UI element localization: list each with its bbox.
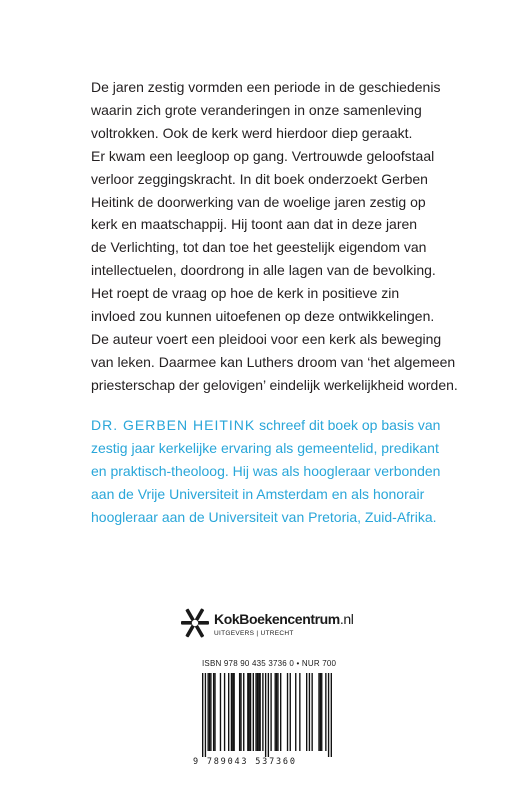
barcode-bar <box>255 673 256 751</box>
barcode-bar <box>210 673 211 751</box>
barcode-digits: 9 789043 537360 <box>193 757 297 767</box>
barcode-bar <box>325 673 326 751</box>
blurb-line: Het roept de vraag op hoe de kerk in positieve zin <box>91 285 400 302</box>
barcode-bar <box>268 673 269 757</box>
barcode-bar <box>265 673 266 757</box>
blurb-line: Er kwam een leegloop op gang. Vertrouwde geloofstaal <box>91 147 435 164</box>
barcode-bar <box>309 673 310 751</box>
barcode-bar <box>202 673 203 757</box>
isbn-nur-text: ISBN 978 90 435 3736 0 • NUR 700 <box>202 659 337 668</box>
barcode-bar <box>259 673 260 751</box>
barcode-bar <box>295 673 296 751</box>
blurb-line: invloed zou kunnen uitoefenen op deze ontwikkelingen. <box>91 308 435 325</box>
barcode-bar <box>270 673 271 751</box>
barcode-bar <box>276 673 277 751</box>
blurb-line: de Verlichting, tot dan toe het geestelijk eigendom van <box>91 239 427 256</box>
blurb-line: De auteur voert een pleidooi voor een kerk als beweging <box>91 330 442 347</box>
barcode-bar <box>205 673 206 757</box>
barcode-bar <box>228 673 229 751</box>
barcode-bar <box>318 673 319 751</box>
barcode-bar <box>214 673 215 751</box>
barcode-bars <box>202 673 332 757</box>
barcode-bar <box>275 673 276 751</box>
author-bio <box>91 414 471 529</box>
blurb-line: Heitink de doorwerking van de woelige jaren zestig op <box>91 193 426 210</box>
barcode-bar <box>207 673 208 751</box>
barcode-bar <box>253 673 254 751</box>
barcode-bar <box>213 673 214 751</box>
barcode-bar <box>311 673 312 751</box>
barcode-bar <box>250 673 251 751</box>
bio-line: hoogleraar aan de Universiteit van Pretoria, Zuid-Afrika. <box>91 508 437 525</box>
barcode-bar <box>209 673 210 751</box>
kokboekencentrum-logo-icon <box>180 606 210 640</box>
barcode-bar <box>233 673 234 751</box>
barcode-bar <box>299 673 300 751</box>
bio-line-rest: schreef dit boek op basis van <box>255 417 441 433</box>
barcode-bar <box>232 673 233 751</box>
barcode-bar <box>287 673 288 751</box>
author-name: DR. GERBEN HEITINK <box>91 417 256 433</box>
barcode-bar <box>280 673 281 751</box>
book-blurb <box>91 76 458 397</box>
barcode-bar <box>328 673 329 757</box>
blurb-line: priesterschap der gelovigen’ eindelijk werkelijkheid worden. <box>91 376 458 393</box>
barcode-bar <box>247 673 248 751</box>
barcode-bar <box>258 673 259 751</box>
bio-line: zestig jaar kerkelijke ervaring als gemeentelid, predikant <box>91 439 439 456</box>
publisher-name <box>214 611 353 627</box>
barcode-bar <box>249 673 250 751</box>
barcode-bar <box>257 673 258 751</box>
publisher-name-text: KokBoekencentrum <box>214 611 340 627</box>
barcode-bar <box>262 673 263 751</box>
barcode-bar <box>239 673 240 751</box>
blurb-line: van leken. Daarmee kan Luthers droom van ‘het algemeen <box>91 353 456 370</box>
barcode-bar <box>240 673 241 751</box>
barcode <box>190 673 340 767</box>
barcode-bar <box>224 673 225 751</box>
publisher-subtitle: UITGEVERS | UTRECHT <box>214 630 294 637</box>
blurb-line: verloor zeggingskracht. In dit boek onderzoekt Gerben <box>91 170 428 187</box>
blurb-line: waarin zich grote veranderingen in onze samenleving <box>91 101 422 118</box>
blurb-line: kerk en maatschappij. Hij toont aan dat in deze jaren <box>91 216 418 233</box>
barcode-bar <box>277 673 278 751</box>
barcode-bar <box>243 673 244 751</box>
bio-line: en praktisch-theoloog. Hij was als hoogleraar verbonden <box>91 462 441 479</box>
barcode-bar <box>320 673 321 751</box>
bio-line <box>91 414 471 437</box>
barcode-bar <box>306 673 307 751</box>
publisher-tld: .nl <box>339 611 354 627</box>
barcode-bar <box>321 673 322 751</box>
publisher-logo <box>180 606 380 646</box>
bio-line: aan de Vrije Universiteit in Amsterdam en als honorair <box>91 485 425 502</box>
blurb-line: intellectuelen, doordrong in alle lagen van de bevolking. <box>91 262 436 279</box>
barcode-bar <box>231 673 232 751</box>
blurb-line: De jaren zestig vormden een periode in de geschiedenis <box>91 79 441 95</box>
blurb-line: voltrokken. Ook de kerk werd hierdoor diep geraakt. <box>91 124 413 141</box>
barcode-bar <box>220 673 221 751</box>
barcode-bar <box>331 673 332 757</box>
barcode-bar <box>290 673 291 751</box>
